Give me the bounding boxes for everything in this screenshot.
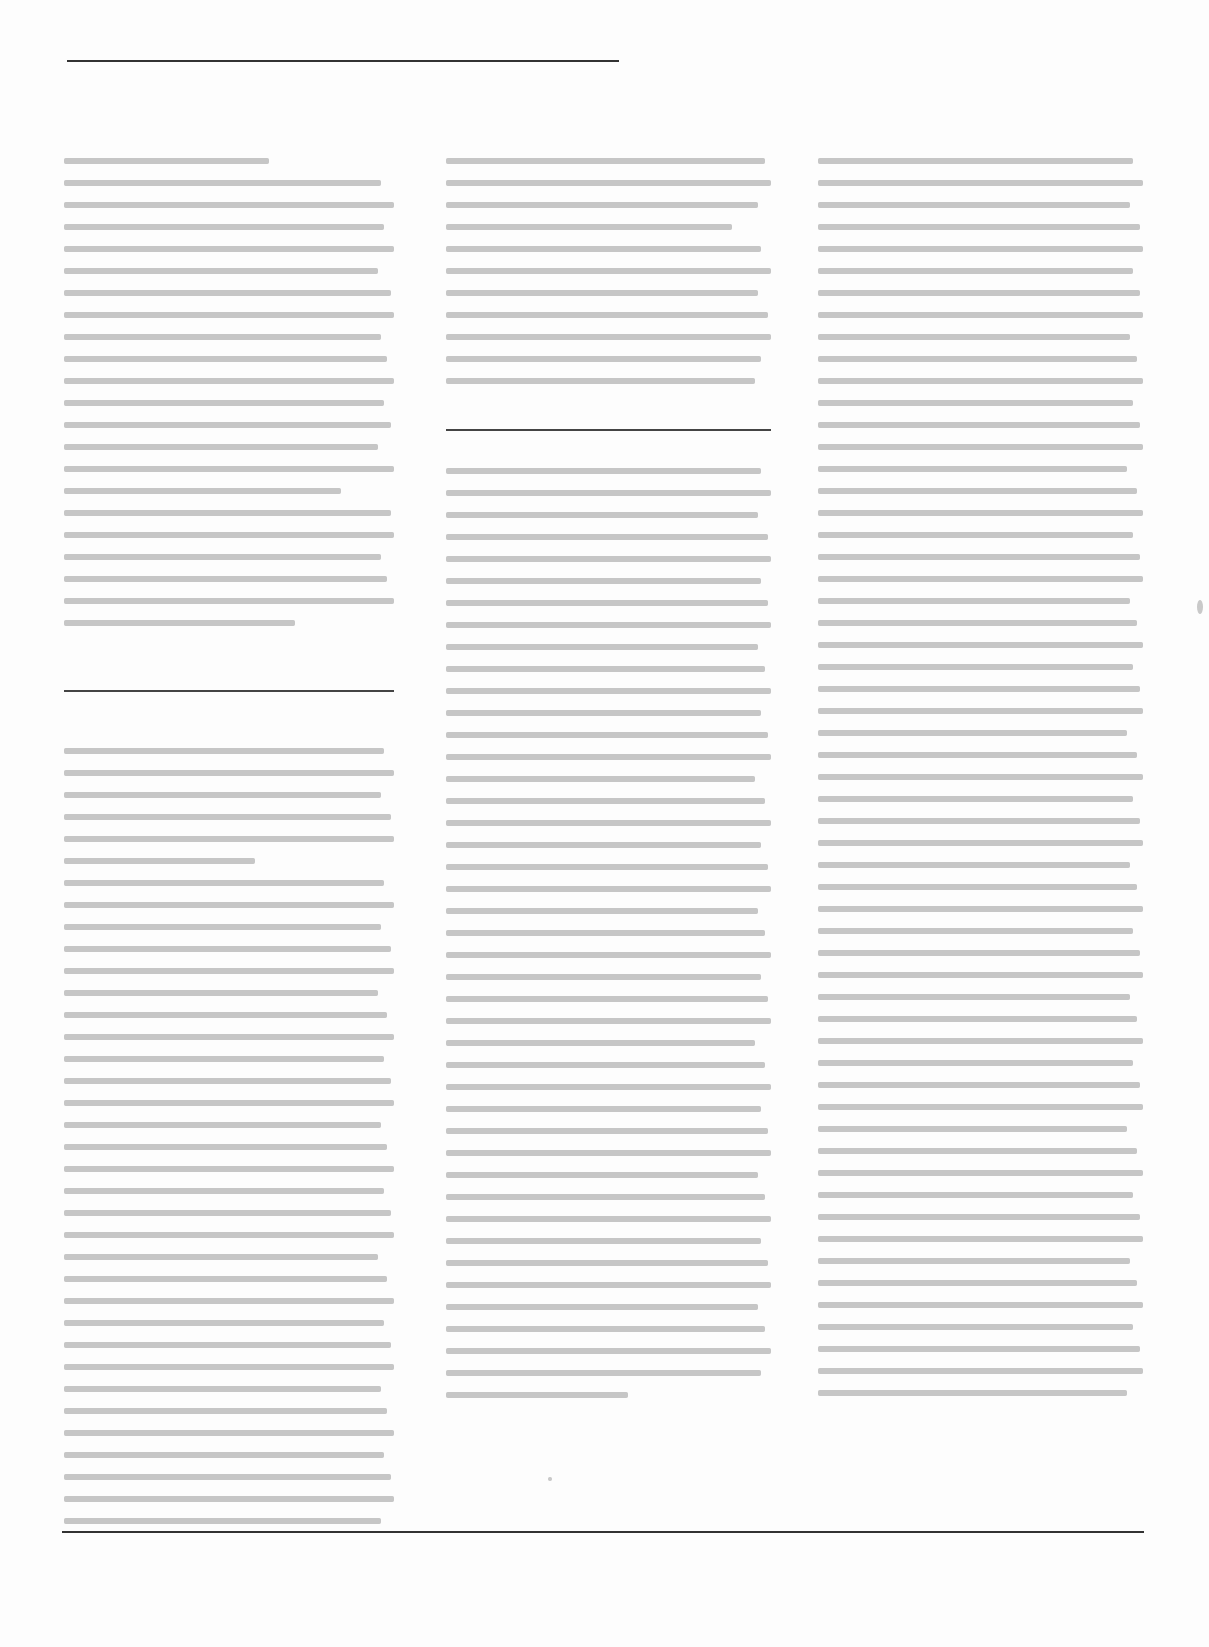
scan-speck bbox=[1197, 600, 1203, 614]
page-footer bbox=[62, 1537, 362, 1555]
paragraph-block bbox=[64, 748, 394, 1540]
running-head bbox=[67, 66, 327, 82]
scan-speck bbox=[548, 1477, 552, 1481]
section-heading bbox=[64, 715, 304, 731]
paragraph-block bbox=[64, 158, 394, 642]
footer-rule bbox=[62, 1531, 1144, 1533]
paragraph-block bbox=[818, 158, 1143, 1412]
section-rule bbox=[64, 690, 394, 692]
section-heading bbox=[446, 438, 736, 454]
paragraph-block bbox=[446, 158, 771, 400]
section-rule bbox=[446, 429, 771, 431]
header-rule bbox=[67, 60, 619, 62]
paragraph-block bbox=[446, 468, 771, 1414]
